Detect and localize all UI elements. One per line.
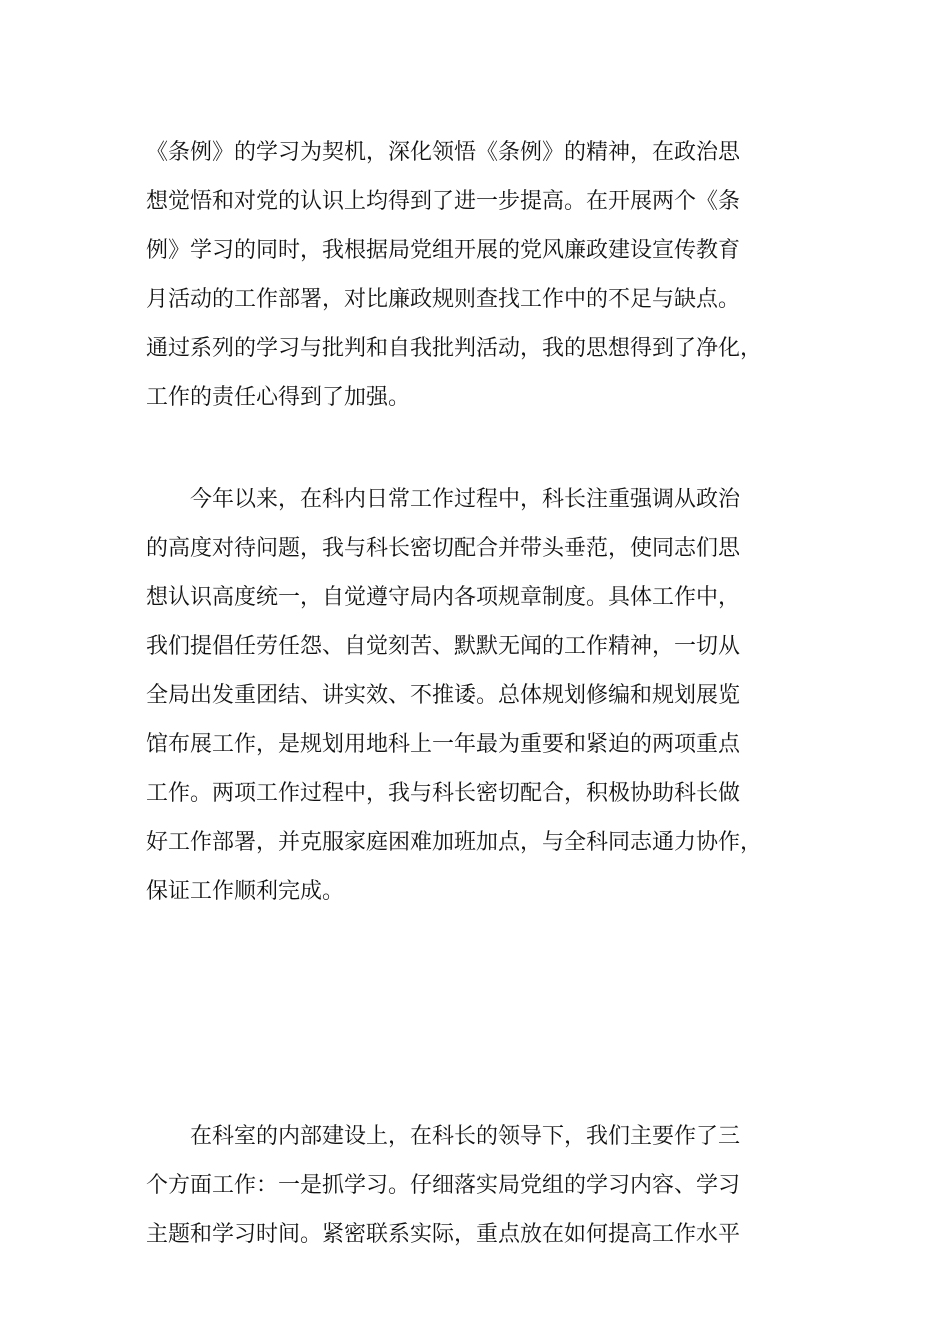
text-line: 《条例》的学习为契机，深化领悟《条例》的精神，在政治思 (146, 140, 741, 165)
text-line: 的高度对待问题，我与科长密切配合并带头垂范，使同志们思 (146, 536, 741, 561)
text-line: 在科室的内部建设上，在科长的领导下，我们主要作了三 (146, 1124, 741, 1149)
text-line: 工作的责任心得到了加强。 (146, 385, 411, 410)
paragraph-2 (146, 475, 846, 916)
paragraph-1 (146, 128, 846, 422)
text-line: 想认识高度统一，自觉遵守局内各项规章制度。具体工作中， (146, 585, 741, 610)
text-line: 个方面工作：一是抓学习。仔细落实局党组的学习内容、学习 (146, 1173, 741, 1198)
text-line: 今年以来，在科内日常工作过程中，科长注重强调从政治 (146, 487, 741, 512)
text-line: 通过系列的学习与批判和自我批判活动，我的思想得到了净化， (146, 336, 763, 361)
paragraph-3 (146, 1112, 846, 1259)
text-line: 好工作部署，并克服家庭困难加班加点，与全科同志通力协作， (146, 830, 763, 855)
text-line: 月活动的工作部署，对比廉政规则查找工作中的不足与缺点。 (146, 287, 741, 312)
text-line: 例》学习的同时，我根据局党组开展的党风廉政建设宣传教育 (146, 238, 741, 263)
text-line: 工作。两项工作过程中，我与科长密切配合，积极协助科长做 (146, 781, 741, 806)
text-line: 馆布展工作，是规划用地科上一年最为重要和紧迫的两项重点 (146, 732, 741, 757)
text-line: 想觉悟和对党的认识上均得到了进一步提高。在开展两个《条 (146, 189, 741, 214)
text-line: 全局出发重团结、讲实效、不推诿。总体规划修编和规划展览 (146, 683, 741, 708)
text-line: 保证工作顺利完成。 (146, 879, 345, 904)
text-line: 主题和学习时间。紧密联系实际，重点放在如何提高工作水平 (146, 1222, 741, 1247)
text-line: 我们提倡任劳任怨、自觉刻苦、默默无闻的工作精神，一切从 (146, 634, 741, 659)
